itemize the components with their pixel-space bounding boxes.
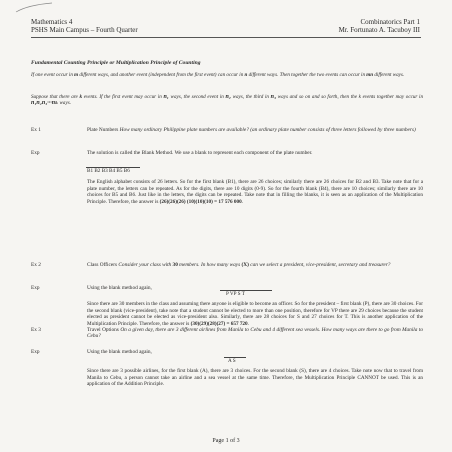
blank-labels: B1 B2 B3 B4 B5 B6: [87, 168, 130, 174]
example-label: Ex 2: [31, 262, 41, 268]
explanation-label: Exp: [31, 150, 40, 156]
page-number: Page 1 of 3: [212, 438, 240, 444]
explanation-label: Exp: [31, 285, 40, 291]
intro-paragraph-2: Suppose that there are k events. If the first event may occur in n₁ ways, the second event in n₂ ways, the third in n₃ ways and so on and so forth, then the k events together may occur in n₁n₂n₃···nₖ ways.: [31, 94, 424, 107]
explanation-body: The English alphabet consists of 26 letters. So for the first blank (B1), there are 26 choices; similarly there are 26 choices for B2 and B3. Take note that for a plate number, the letters can be repeated. As for the digits, there are 10 digits (0-9). So for the fourth blank (B4), there are 10 choices; similarly there are 10 choices for B5 and B6. Just like in the letters, the digits can be repeated. Take note that in filling the blanks, it is seen as an application of the Multiplication Principle. Therefore, the answer is (26)(26)(26) (10)(10)(10) = 17 576 000.: [87, 179, 423, 205]
example-question: Class Officers Consider your class with 30 members. In how many ways (X) can we select a president, vice-president, secretary and treasurer?: [87, 262, 391, 268]
header-right: [270, 18, 420, 34]
section-title: Fundamental Counting Principle or Multiplication Principle of Counting: [31, 60, 201, 66]
teacher-name: Mr. Fortunato A. Tacuboy III: [338, 26, 420, 35]
example-label: Ex 1: [31, 127, 41, 133]
explanation-body: Since there are 3 possible airlines, for the first blank (A), there are 3 choices. For the second blank (S), there are 4 choices. Take note now that to travel from Manila to Cebu, a person cannot take an airline and a sea vessel at the same time. Therefore, the Multiplication Principle CANNOT be used. This is an application of the Addition Principle.: [87, 368, 423, 387]
example-label: Ex 3: [31, 327, 41, 333]
header-left: [31, 18, 138, 34]
explanation-body: Since there are 30 members in the class and assuming there anyone is eligible to become an officer. So for the president – first blank (P), there are 30 choices. For the second blank (vice-president), take note that a student cannot be elected to more than one position, therefore for VP there are 29 choices because the student elected as president cannot be elected as vice-president also. Similarly, there are 28 choices for S and 27 choices for T. This is another application of the Multiplication Principle. Therefore, the answer is (30)(29)(28)(27) = 657 720.: [87, 301, 423, 327]
course-name: Mathematics 4: [31, 18, 73, 26]
example-question: Plate Numbers How many ordinary Philippine plate numbers are available? (an ordinary plate number consists of three letters followed by three numbers): [87, 127, 416, 133]
example-question: Travel Options On a given day, there are 3 different airlines from Manila to Cebu and 4 different sea vessels. How many ways are there to go from Manila to Cebu?: [87, 327, 423, 340]
blank-labels: P VP S T: [226, 291, 245, 297]
blank-labels: A S: [228, 358, 236, 364]
campus-quarter: PSHS Main Campus – Fourth Quarter: [31, 26, 138, 35]
topic-title: Combinatorics Part 1: [360, 18, 420, 26]
explanation-lead: Using the blank method again,: [87, 285, 152, 291]
header-divider: [31, 37, 421, 38]
intro-paragraph-1: If one event occur in m different ways, and another event (independent from the first event) can occur in n different ways. Then together the two events can occur in mn different ways.: [31, 72, 405, 78]
explanation-lead: The solution is called the Blank Method. We use a blank to represent each component of the plate number.: [87, 150, 313, 156]
explanation-label: Exp: [31, 349, 40, 355]
pen-scribble: [14, 2, 54, 14]
explanation-lead: Using the blank method again,: [87, 349, 152, 355]
